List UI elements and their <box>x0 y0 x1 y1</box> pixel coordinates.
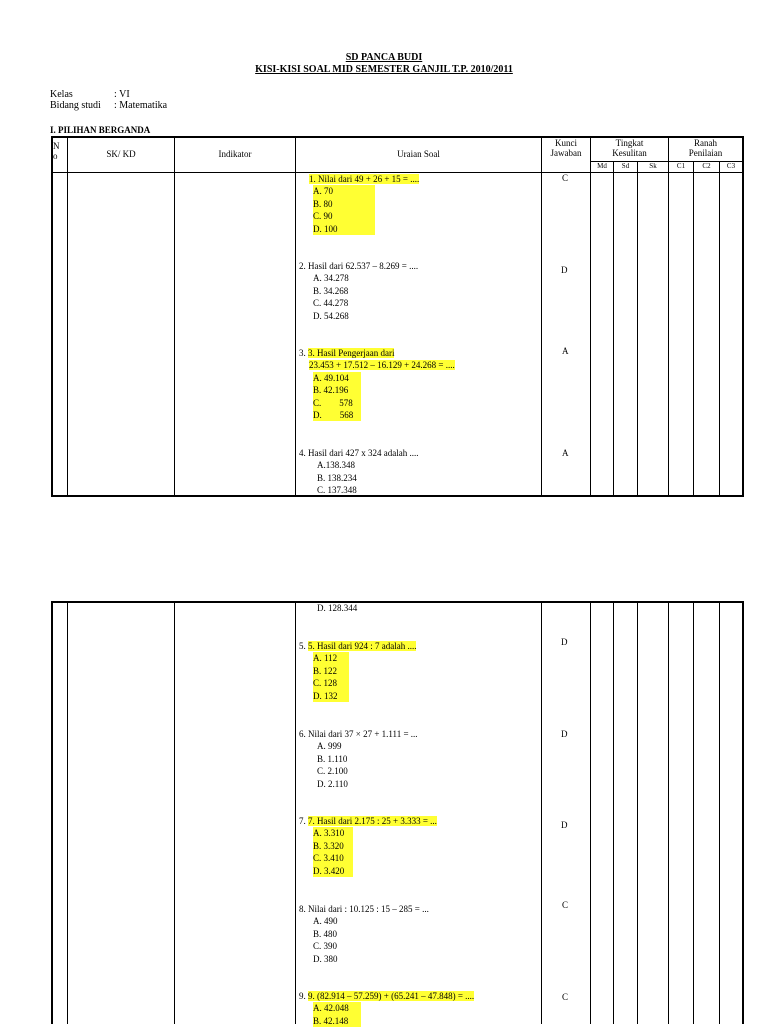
header-md: Md <box>597 162 607 170</box>
header-sd: Sd <box>621 162 630 170</box>
question-stem: 1. Nilai dari 49 + 26 + 15 = .... <box>309 174 420 184</box>
header-tingkat-kesulitan: Tingkat Kesulitan <box>612 138 647 158</box>
question-stem: 2. Hasil dari 62.537 – 8.269 = .... <box>299 261 419 271</box>
option: C. 137.348 <box>317 485 357 496</box>
option: A. 34.278 <box>313 273 349 284</box>
answer-key: A <box>562 346 569 356</box>
header-no: N o <box>53 141 60 161</box>
option: D. 100 <box>313 223 375 235</box>
option: C. 44.278 <box>313 298 349 309</box>
option: B. 480 <box>313 928 338 939</box>
header-indikator: Indikator <box>218 149 252 159</box>
continued-option: D. 128.344 <box>317 603 358 613</box>
option: B. 34.268 <box>313 285 349 296</box>
option: A. 999 <box>317 741 342 752</box>
option: B. 122 <box>313 665 349 677</box>
header-uraian-soal: Uraian Soal <box>397 149 440 159</box>
option: A. 49.104 <box>313 372 361 384</box>
document-title: KISI-KISI SOAL MID SEMESTER GANJIL T.P. 2010/2011 <box>255 64 513 75</box>
question-stem: 7. 7. Hasil dari 2.175 : 25 + 3.333 = ... <box>299 816 437 826</box>
question-stem-cont: 23.453 + 17.512 – 16.129 + 24.268 = .... <box>309 360 455 371</box>
option: B. 1.110 <box>317 753 348 764</box>
option: A. 490 <box>313 916 338 927</box>
header-kunci-jawaban: Kunci Jawaban <box>550 138 582 158</box>
option: D. 568 <box>313 409 361 421</box>
header-c2: C2 <box>702 162 711 170</box>
info-label: Kelas <box>50 89 73 100</box>
option: C. 90 <box>313 210 375 222</box>
answer-key: C <box>562 900 569 910</box>
section-title: I. PILIHAN BERGANDA <box>50 125 151 135</box>
option: C. 3.410 <box>313 852 353 864</box>
option: B. 42.196 <box>313 384 361 396</box>
answer-key: D <box>561 637 568 647</box>
school-name: SD PANCA BUDI <box>345 52 423 63</box>
question-stem: 3. 3. Hasil Pengerjaan dari <box>299 348 395 358</box>
info-bidang-studi <box>50 100 167 111</box>
info-label: Bidang studi <box>50 100 101 111</box>
question-stem: 4. Hasil dari 427 x 324 adalah .... <box>299 448 419 458</box>
answer-key: A <box>562 448 569 458</box>
question-stem: 9. 9. (82.914 – 57.259) + (65.241 – 47.848) = .... <box>299 991 475 1001</box>
header-sk: Sk <box>649 162 657 170</box>
header-ranah-penilaian: Ranah Penilaian <box>688 138 723 158</box>
answer-key: D <box>561 265 568 275</box>
option: A. 3.310 <box>313 827 353 839</box>
option: B. 42.148 <box>313 1015 361 1027</box>
question-stem: 8. Nilai dari : 10.125 : 15 – 285 = ... <box>299 904 429 914</box>
info-value: : Matematika <box>114 100 168 111</box>
option: D. 2.110 <box>317 778 348 789</box>
question-stem: 6. Nilai dari 37 × 27 + 1.111 = ... <box>299 729 418 739</box>
option: C. 390 <box>313 941 338 952</box>
question-stem: 5. 5. Hasil dari 924 : 7 adalah .... <box>299 641 417 651</box>
option: B. 3.320 <box>313 840 353 852</box>
question-7 <box>299 815 437 877</box>
option: B. 80 <box>313 198 375 210</box>
option: A.138.348 <box>317 460 355 471</box>
option: D. 380 <box>313 953 338 964</box>
question-6 <box>299 728 418 790</box>
answer-key: C <box>562 992 569 1002</box>
question-4 <box>299 447 418 497</box>
option: A. 42.048 <box>313 1002 361 1014</box>
question-9 <box>299 990 474 1027</box>
question-3 <box>299 347 455 421</box>
info-kelas <box>50 89 130 100</box>
option: D. 54.268 <box>313 310 349 321</box>
info-value: : VI <box>114 89 130 100</box>
option: C. 128 <box>313 677 349 689</box>
question-2 <box>299 260 418 322</box>
question-1 <box>299 173 419 235</box>
header-c3: C3 <box>726 162 736 170</box>
answer-key: D <box>561 820 568 830</box>
option: D. 132 <box>313 690 349 702</box>
question-5 <box>299 640 416 702</box>
option: A. 112 <box>313 652 349 664</box>
answer-key: C <box>562 173 569 183</box>
option: C. 2.100 <box>317 766 348 777</box>
option: A. 70 <box>313 185 375 197</box>
option: B. 138.234 <box>317 472 357 483</box>
option: D. 3.420 <box>313 865 353 877</box>
header-c1: C1 <box>676 162 686 170</box>
answer-key: D <box>561 729 568 739</box>
option: C. 578 <box>313 397 361 409</box>
header-sk-kd: SK/ KD <box>106 149 136 159</box>
question-8 <box>299 903 429 965</box>
